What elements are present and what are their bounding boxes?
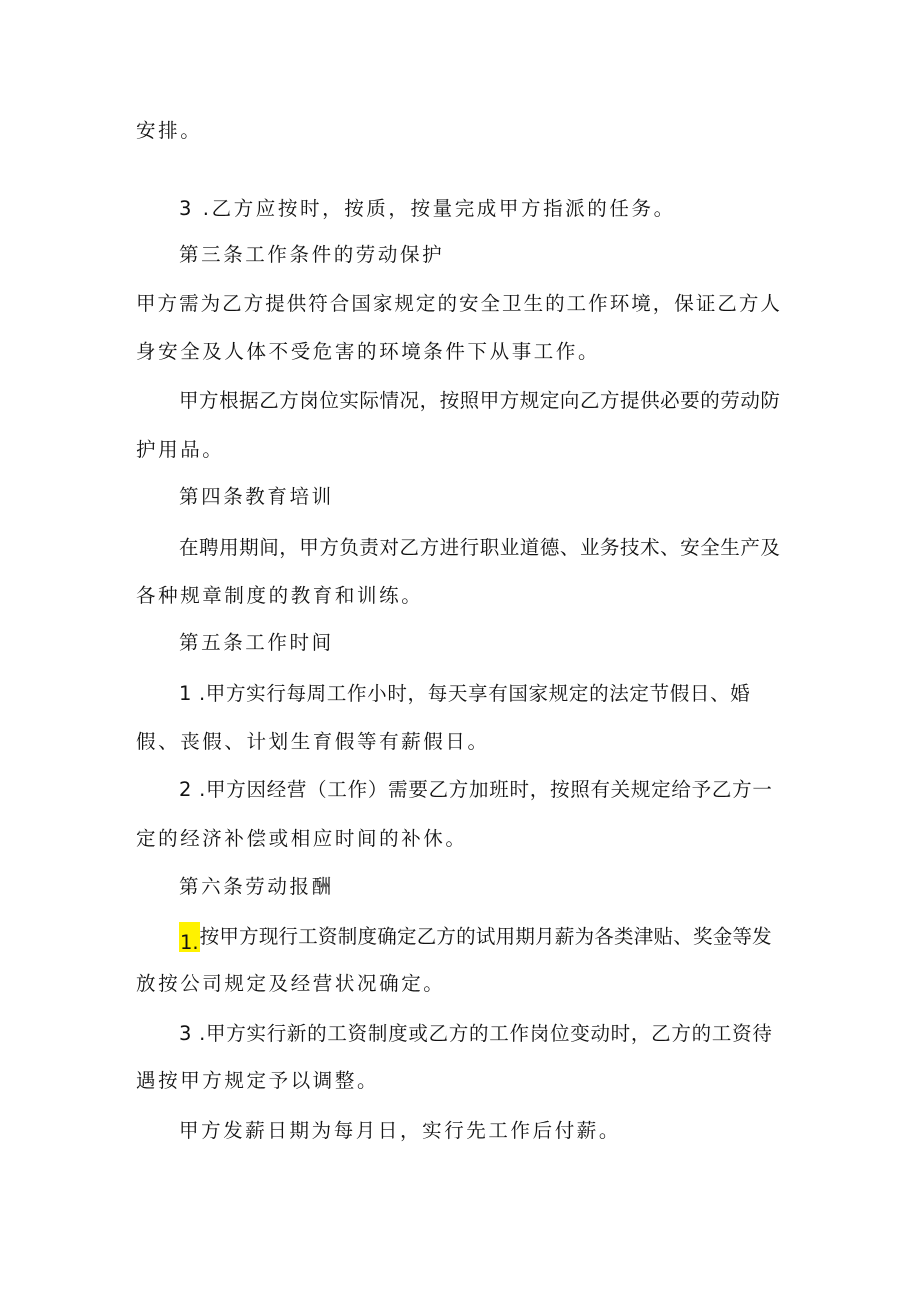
section-heading: 第三条工作条件的劳动保护: [179, 243, 445, 266]
paragraph-line: 3 . 甲 方 实 行 新 的 工 资 制 度 或 乙 方 的 工 作 岗 位 变 动 时 ， 乙 方 的 工 资 待: [179, 1022, 772, 1045]
paragraph-line: 身安全及人体不受危害的环境条件下从事工作。: [136, 340, 601, 363]
paragraph-line: 护用品。: [136, 438, 225, 461]
paragraph-line: 3 .乙方应按时，按质，按量完成甲方指派的任务。: [179, 197, 676, 220]
paragraph-line: 假、丧假、计划生育假等有薪假日。: [136, 730, 490, 753]
paragraph-line: 遇按甲方规定予以调整。: [136, 1069, 380, 1092]
paragraph-line-highlighted: [179, 922, 772, 952]
paragraph-line: 各种规章制度的教育和训练。: [136, 584, 424, 607]
paragraph-line: 安排。: [136, 119, 203, 142]
paragraph-line: 2 . 甲 方 因 经 营 （ 工 作 ） 需 要 乙 方 加 班 时 ， 按 照 有 关 规 定 给 予 乙 方 一: [179, 778, 772, 801]
section-heading: 第四条教育培训: [179, 485, 334, 508]
paragraph-line-text: 按 甲 方 现 行 工 资 制 度 确 定 乙 方 的 试 用 期 月 薪 为 各 类 津 贴 、 奖 金 等 发: [199, 925, 772, 948]
highlighted-marker: 1.: [179, 922, 200, 952]
paragraph-line: 甲方发薪日期为每月日，实行先工作后付薪。: [179, 1119, 622, 1142]
section-heading: 第六条劳动报酬: [179, 875, 334, 898]
paragraph-line: 定的经济补偿或相应时间的补休。: [136, 827, 468, 850]
paragraph-line: 在 聘 用 期 间 ， 甲 方 负 责 对 乙 方 进 行 职 业 道 德 、 业 务 技 术 、 安 全 生 产 及: [179, 536, 780, 559]
paragraph-line: 甲 方 根 据 乙 方 岗 位 实 际 情 况 ， 按 照 甲 方 规 定 向 乙 方 提 供 必 要 的 劳 动 防: [179, 389, 780, 412]
paragraph-line: 1 . 甲 方 实 行 每 周 工 作 小 时 ， 每 天 享 有 国 家 规 定 的 法 定 节 假 日 、 婚: [179, 682, 750, 705]
section-heading: 第五条工作时间: [179, 631, 334, 654]
paragraph-line: 放按公司规定及经营状况确定。: [136, 972, 446, 995]
paragraph-line: 甲 方 需 为 乙 方 提 供 符 合 国 家 规 定 的 安 全 卫 生 的 工 作 环 境 ， 保 证 乙 方 人: [136, 292, 780, 315]
